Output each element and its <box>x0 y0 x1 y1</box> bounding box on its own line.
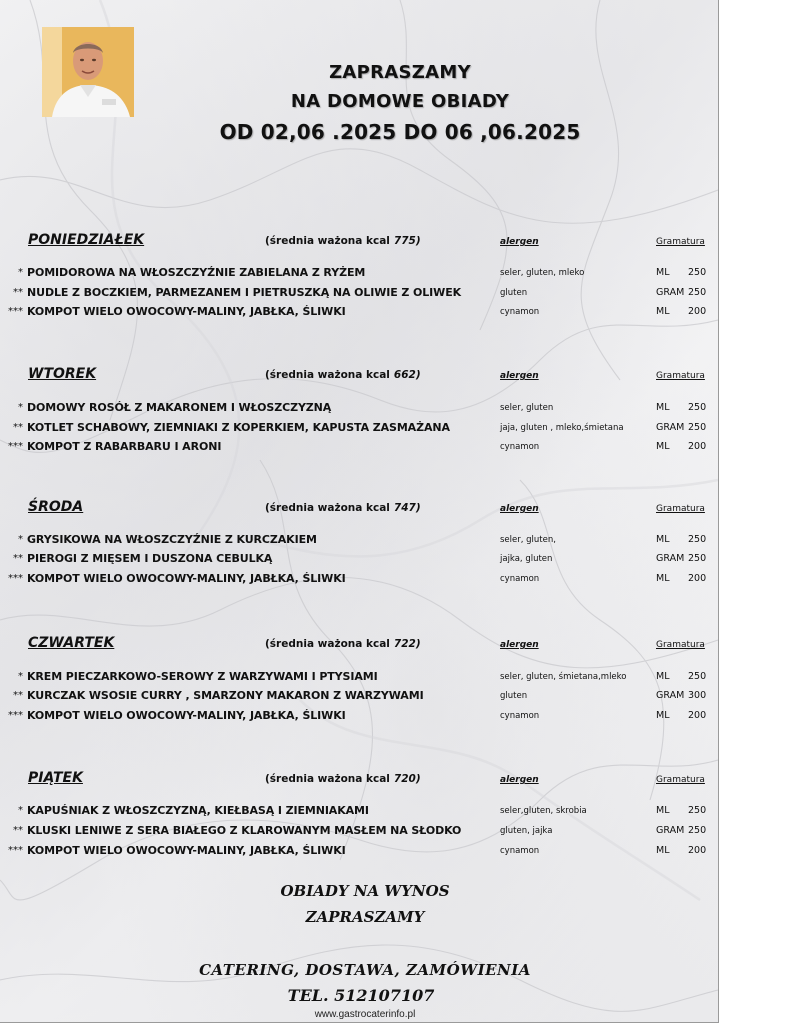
kcal-info <box>265 235 421 247</box>
dish-qty: 250 <box>688 534 707 545</box>
dish-name: NUDLE Z BOCZKIEM, PARMEZANEM I PIETRUSZKĄ NA OLIWIE Z OLIWEK <box>27 286 462 299</box>
dish-name: POMIDOROWA NA WŁOSZCZYŹNIE ZABIELANA Z RYŻEM <box>27 266 366 279</box>
dish-row <box>0 572 718 590</box>
dish-stars: *** <box>8 573 23 584</box>
dish-unit: GRAM <box>656 690 685 701</box>
dish-stars: ** <box>13 825 23 836</box>
dish-allergen: seler, gluten <box>500 403 554 413</box>
weight-header: Gramatura <box>656 237 705 247</box>
dish-row <box>0 533 718 551</box>
dish-stars: * <box>18 402 23 413</box>
day-section-tuesday <box>0 366 718 486</box>
dish-qty: 300 <box>688 690 707 701</box>
dish-stars: *** <box>8 441 23 452</box>
dish-stars: *** <box>8 306 23 317</box>
dish-row <box>0 804 718 822</box>
weight-header: Gramatura <box>656 775 705 785</box>
dish-qty: 200 <box>688 710 707 721</box>
dish-qty: 250 <box>688 805 707 816</box>
dish-name: KOMPOT WIELO OWOCOWY-MALINY, JABŁKA, ŚLIWKI <box>27 709 346 722</box>
dish-unit: ML <box>656 306 670 317</box>
dish-allergen: cynamon <box>500 307 540 317</box>
kcal-label: (średnia ważona kcal <box>265 235 390 247</box>
dish-row <box>0 670 718 688</box>
dish-name: KAPUŚNIAK Z WŁOSZCZYZNĄ, KIEŁBASĄ I ZIEMNIAKAMI <box>27 804 369 817</box>
dish-name: KOTLET SCHABOWY, ZIEMNIAKI Z KOPERKIEM, KAPUSTA ZASMAŻANA <box>27 421 450 434</box>
dish-name: KOMPOT WIELO OWOCOWY-MALINY, JABŁKA, ŚLIWKI <box>27 305 346 318</box>
dish-row <box>0 305 718 323</box>
weight-header: Gramatura <box>656 504 705 514</box>
dish-qty: 250 <box>688 553 707 564</box>
dish-row <box>0 286 718 304</box>
weight-header: Gramatura <box>656 640 705 650</box>
day-name: WTOREK <box>28 366 97 382</box>
dish-name: KOMPOT WIELO OWOCOWY-MALINY, JABŁKA, ŚLIWKI <box>27 572 346 585</box>
dish-unit: ML <box>656 845 670 856</box>
dish-allergen: cynamon <box>500 711 540 721</box>
day-name: PONIEDZIAŁEK <box>28 232 145 248</box>
allergen-header: alergen <box>500 640 539 650</box>
title-date-range: OD 02,06 .2025 DO 06 ,06.2025 <box>219 120 581 144</box>
day-name: CZWARTEK <box>28 635 115 651</box>
kcal-info <box>265 369 421 381</box>
kcal-info <box>265 638 421 650</box>
dish-qty: 200 <box>688 845 707 856</box>
dish-allergen: gluten, jajka <box>500 826 553 836</box>
dish-row <box>0 709 718 727</box>
title-line-2: NA DOMOWE OBIADY <box>290 91 510 112</box>
dish-unit: ML <box>656 267 670 278</box>
dish-unit: GRAM <box>656 422 685 433</box>
kcal-info <box>265 502 421 514</box>
kcal-value: 747) <box>393 502 421 514</box>
kcal-label: (średnia ważona kcal <box>265 773 390 785</box>
dish-name: GRYSIKOWA NA WŁOSZCZYŹNIE Z KURCZAKIEM <box>27 533 317 546</box>
dish-row <box>0 266 718 284</box>
dish-stars: ** <box>13 553 23 564</box>
dish-name: KREM PIECZARKOWO-SEROWY Z WARZYWAMI I PTYSIAMI <box>27 670 378 683</box>
dish-unit: GRAM <box>656 287 685 298</box>
day-section-thursday <box>0 635 718 755</box>
dish-name: KOMPOT Z RABARBARU I ARONI <box>27 440 222 453</box>
dish-allergen: cynamon <box>500 574 540 584</box>
dish-name: DOMOWY ROSÓŁ Z MAKARONEM I WŁOSZCZYZNĄ <box>27 401 332 414</box>
title-line-1: ZAPRASZAMY <box>329 62 471 83</box>
dish-stars: * <box>18 267 23 278</box>
dish-unit: ML <box>656 534 670 545</box>
day-name: ŚRODA <box>28 499 84 515</box>
dish-row <box>0 552 718 570</box>
dish-name: PIEROGI Z MIĘSEM I DUSZONA CEBULKĄ <box>27 552 273 565</box>
allergen-header: alergen <box>500 775 539 785</box>
dish-row <box>0 440 718 458</box>
dish-stars: ** <box>13 690 23 701</box>
allergen-header: alergen <box>500 504 539 514</box>
dish-row <box>0 824 718 842</box>
dish-unit: ML <box>656 441 670 452</box>
kcal-value: 722) <box>393 638 421 650</box>
dish-stars: ** <box>13 287 23 298</box>
day-section-friday <box>0 770 718 890</box>
dish-allergen: seler, gluten, śmietana,mleko <box>500 672 627 682</box>
dish-unit: ML <box>656 710 670 721</box>
dish-allergen: seler, gluten, mleko <box>500 268 585 278</box>
dish-allergen: seler, gluten, <box>500 535 556 545</box>
allergen-header: alergen <box>500 237 539 247</box>
dish-stars: ** <box>13 422 23 433</box>
dish-stars: * <box>18 805 23 816</box>
dish-name: KLUSKI LENIWE Z SERA BIAŁEGO Z KLAROWANYM MASŁEM NA SŁODKO <box>27 824 462 837</box>
dish-allergen: seler,gluten, skrobia <box>500 806 587 816</box>
day-section-monday <box>0 232 718 352</box>
allergen-header: alergen <box>500 371 539 381</box>
dish-stars: * <box>18 671 23 682</box>
day-name: PIĄTEK <box>28 770 83 786</box>
dish-unit: ML <box>656 805 670 816</box>
dish-unit: ML <box>656 402 670 413</box>
dish-qty: 200 <box>688 573 707 584</box>
dish-name: KURCZAK WSOSIE CURRY , SMARZONY MAKARON Z WARZYWAMI <box>27 689 424 702</box>
dish-allergen: jajka, gluten <box>500 554 553 564</box>
dish-row <box>0 844 718 862</box>
dish-qty: 250 <box>688 825 707 836</box>
dish-row <box>0 689 718 707</box>
kcal-label: (średnia ważona kcal <box>265 638 390 650</box>
dish-qty: 250 <box>688 402 707 413</box>
weight-header: Gramatura <box>656 371 705 381</box>
website-link[interactable]: www.gastrocaterinfo.pl <box>314 1009 416 1020</box>
dish-unit: GRAM <box>656 825 685 836</box>
dish-unit: GRAM <box>656 553 685 564</box>
dish-allergen: cynamon <box>500 846 540 856</box>
dish-qty: 250 <box>688 422 707 433</box>
kcal-value: 720) <box>393 773 421 785</box>
dish-allergen: jaja, gluten , mleko,śmietana <box>500 423 624 433</box>
dish-row <box>0 421 718 439</box>
dish-qty: 250 <box>688 671 707 682</box>
kcal-label: (średnia ważona kcal <box>265 502 390 514</box>
kcal-info <box>265 773 421 785</box>
dish-qty: 250 <box>688 287 707 298</box>
dish-stars: *** <box>8 845 23 856</box>
kcal-value: 662) <box>393 369 421 381</box>
dish-unit: ML <box>656 573 670 584</box>
dish-allergen: gluten <box>500 691 528 701</box>
kcal-value: 775) <box>393 235 421 247</box>
dish-stars: *** <box>8 710 23 721</box>
kcal-label: (średnia ważona kcal <box>265 369 390 381</box>
footer-invite: ZAPRASZAMY <box>305 908 425 926</box>
footer-takeaway: OBIADY NA WYNOS <box>280 882 450 900</box>
dish-allergen: cynamon <box>500 442 540 452</box>
dish-qty: 250 <box>688 267 707 278</box>
dish-allergen: gluten <box>500 288 528 298</box>
dish-row <box>0 401 718 419</box>
dish-stars: * <box>18 534 23 545</box>
dish-qty: 200 <box>688 441 707 452</box>
footer-phone: TEL. 512107107 <box>287 986 435 1005</box>
dish-qty: 200 <box>688 306 707 317</box>
footer-services: CATERING, DOSTAWA, ZAMÓWIENIA <box>199 961 531 979</box>
dish-unit: ML <box>656 671 670 682</box>
day-section-wednesday <box>0 499 718 619</box>
dish-name: KOMPOT WIELO OWOCOWY-MALINY, JABŁKA, ŚLIWKI <box>27 844 346 857</box>
